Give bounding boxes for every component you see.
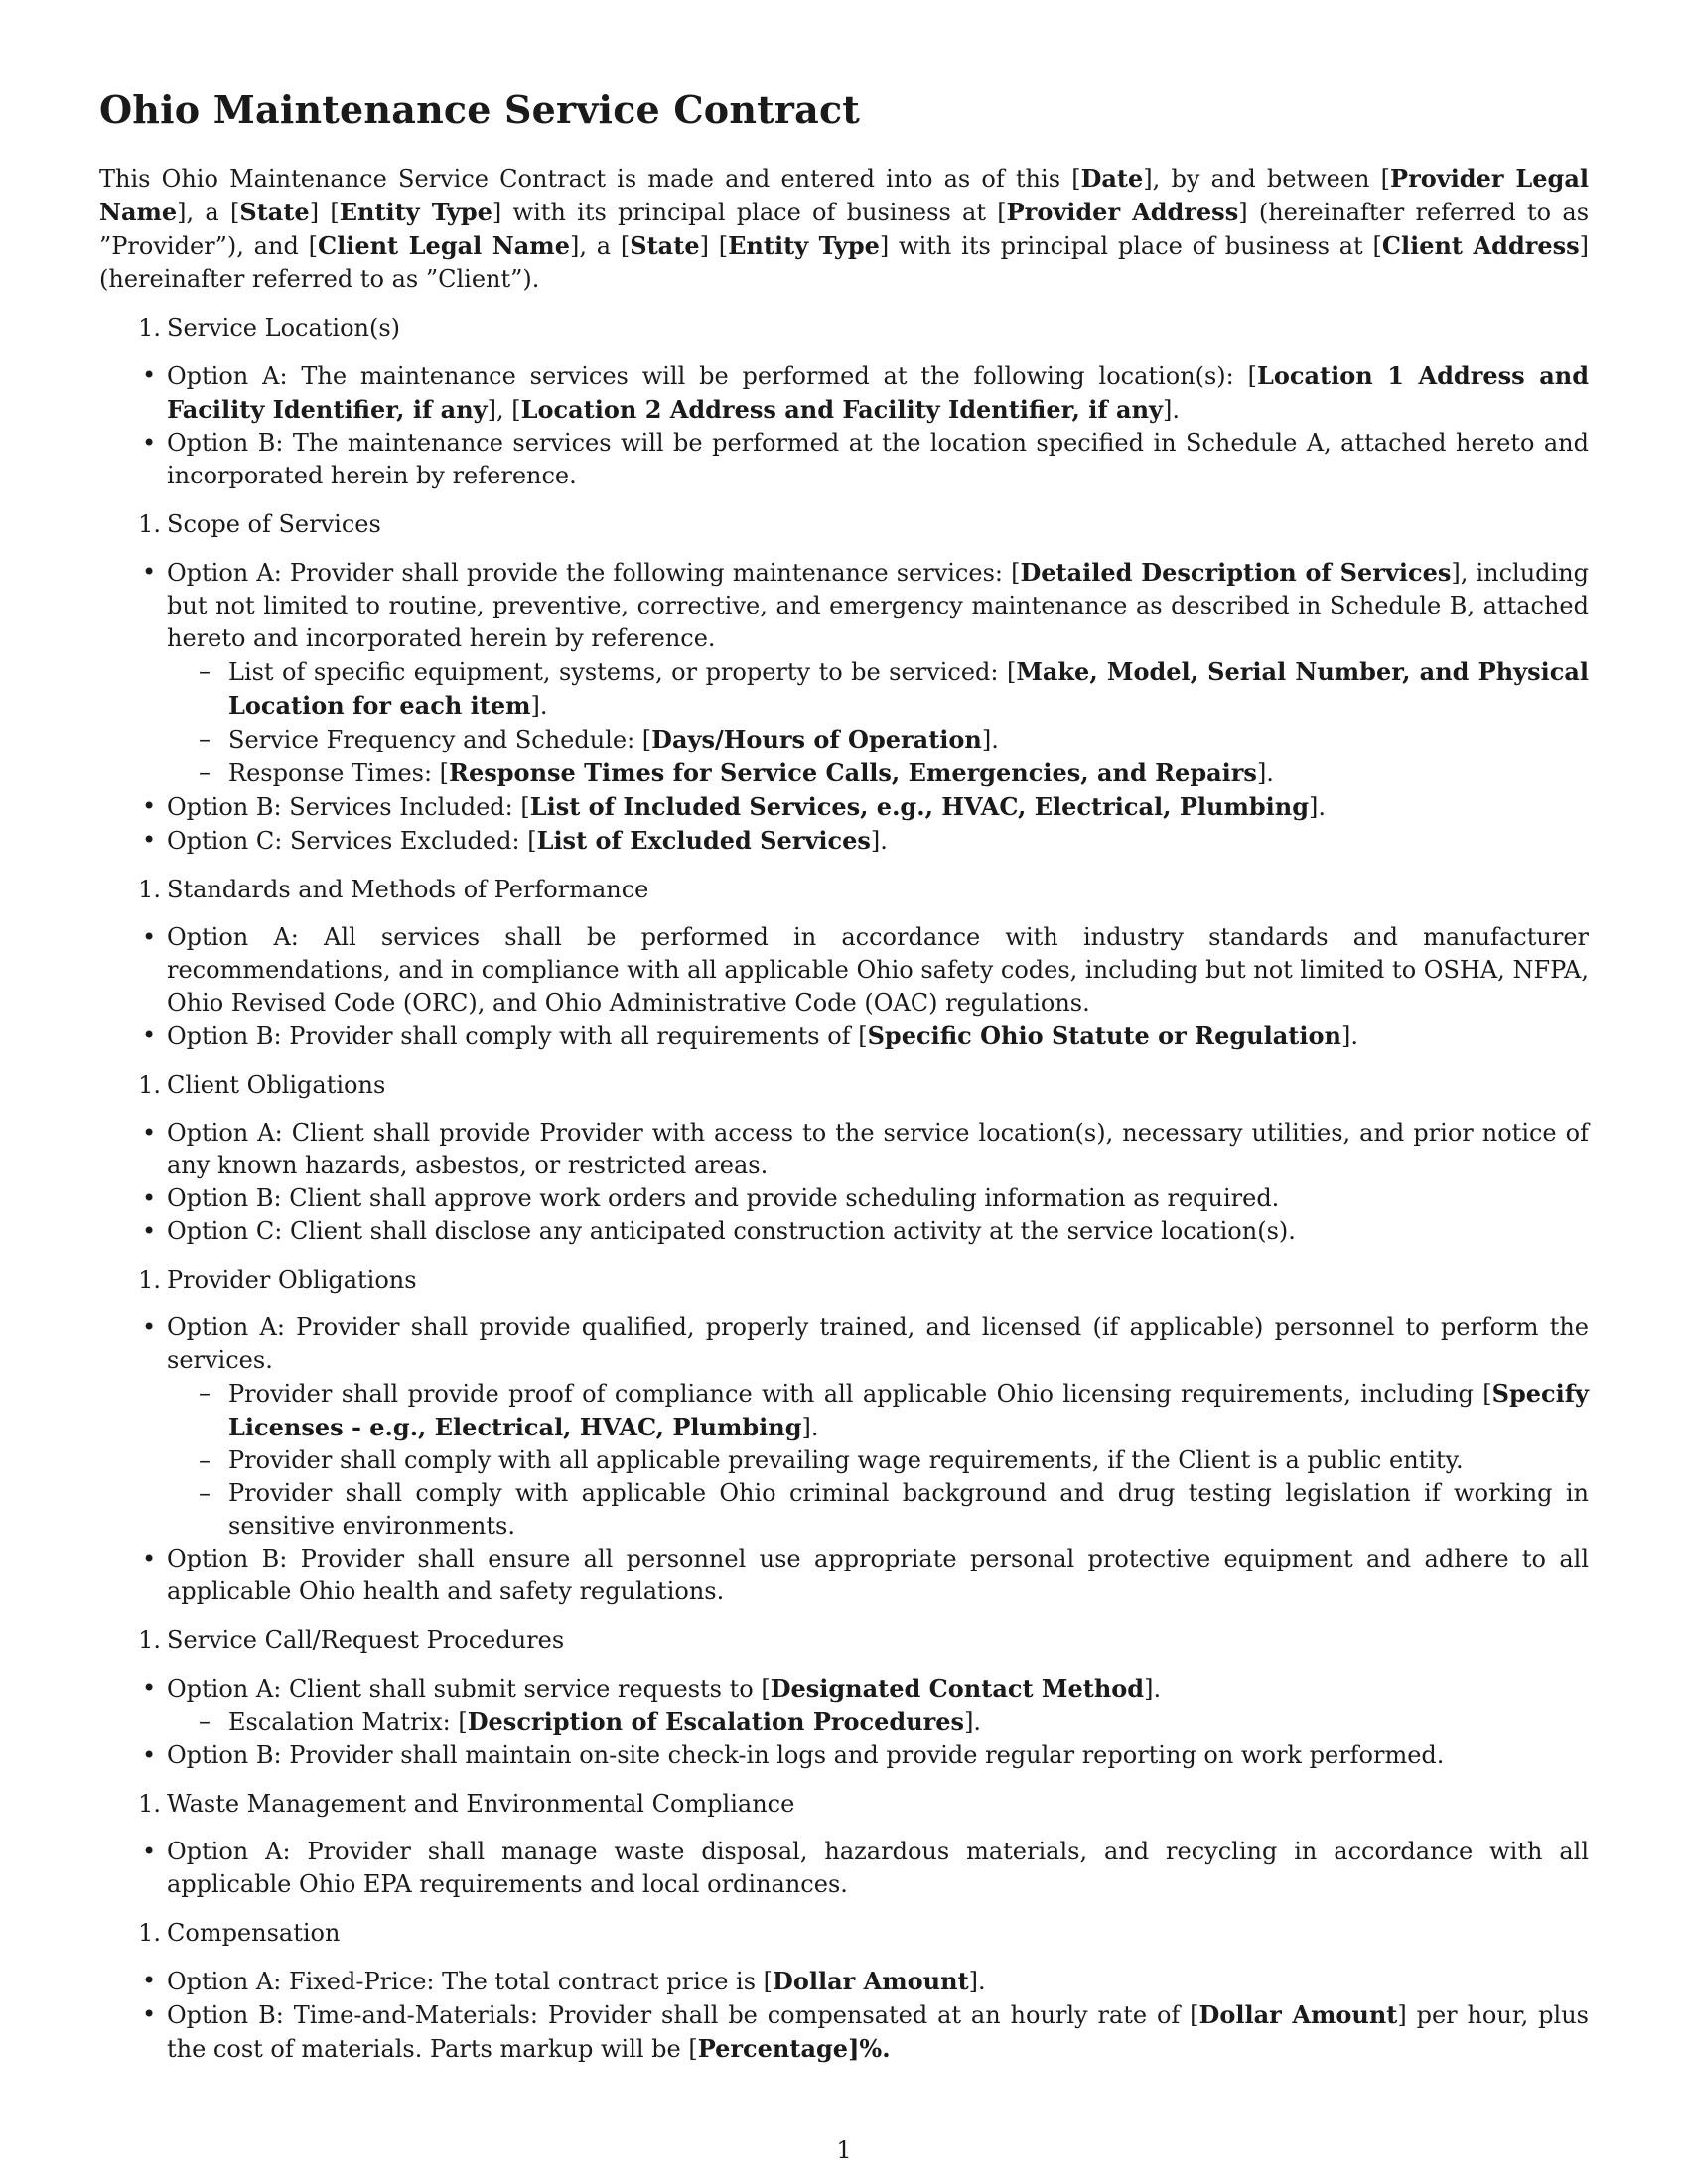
section-number: 1. xyxy=(138,510,161,538)
option-list xyxy=(99,556,1589,858)
section-heading-scope-of-services xyxy=(99,508,1589,541)
list-item: • Option B: The maintenance services will be performed at the location specified in Schedule A, attached hereto and incorporated herein by reference. xyxy=(99,427,1589,492)
placeholder-provider-address: Provider Address xyxy=(1006,198,1239,226)
item-text: ]%. xyxy=(848,2034,891,2063)
item-text: ]. xyxy=(981,726,999,753)
intro-text: ] with its principal place of business at [ xyxy=(879,232,1382,260)
placeholder-percentage: Percentage xyxy=(697,2034,849,2063)
intro-paragraph xyxy=(99,162,1589,296)
item-text: ]. xyxy=(530,692,548,720)
list-item xyxy=(99,359,1589,427)
intro-text: ] with its principal place of business at [ xyxy=(492,199,1007,226)
item-text: ]. xyxy=(968,1968,986,1995)
section-title: Service Location(s) xyxy=(167,314,401,341)
section-heading-client-obligations xyxy=(99,1069,1589,1102)
placeholder-statute: Specific Ohio Statute or Regulation xyxy=(867,1022,1341,1050)
item-text: Option C: Services Excluded: [ xyxy=(167,827,537,855)
item-text: ]. xyxy=(870,827,888,855)
sub-list-item: – Provider shall comply with all applicable prevailing wage requirements, if the Client is a public entity. xyxy=(167,1444,1589,1477)
list-item: • Option B: Provider shall ensure all personnel use appropriate personal protective equipment and adhere to all applicable Ohio health and safety regulations. xyxy=(99,1543,1589,1608)
list-item xyxy=(99,1672,1589,1739)
section-heading-service-call xyxy=(99,1624,1589,1657)
section-title: Client Obligations xyxy=(167,1071,386,1099)
option-list xyxy=(99,1965,1589,2066)
section-number: 1. xyxy=(138,1790,161,1818)
sub-list xyxy=(167,1377,1589,1543)
item-text: ]. xyxy=(1309,793,1326,821)
placeholder-services-description: Detailed Description of Services xyxy=(1020,558,1452,587)
list-item: • Option B: Client shall approve work orders and provide scheduling information as required. xyxy=(99,1182,1589,1215)
list-item xyxy=(99,556,1589,790)
placeholder-hourly-rate: Dollar Amount xyxy=(1198,2000,1398,2029)
option-list xyxy=(99,1117,1589,1248)
item-text: Option B: Services Included: [ xyxy=(167,793,530,821)
placeholder-escalation: Description of Escalation Procedures xyxy=(467,1707,965,1736)
intro-text: This Ohio Maintenance Service Contract is made and entered into as of this [ xyxy=(99,165,1081,193)
placeholder-excluded-services: List of Excluded Services xyxy=(536,826,871,855)
list-item: • Option A: Provider shall manage waste disposal, hazardous materials, and recycling in accordance with all applicable Ohio EPA requirements and local ordinances. xyxy=(99,1836,1589,1901)
item-text: Option A: Provider shall provide qualified, properly trained, and licensed (if applicable) personnel to perform the services. xyxy=(167,1313,1589,1374)
section-title: Scope of Services xyxy=(167,510,381,538)
placeholder-dollar-amount: Dollar Amount xyxy=(773,1967,969,1995)
intro-text: ], a [ xyxy=(177,199,240,226)
placeholder-included-services: List of Included Services, e.g., HVAC, Electrical, Plumbing xyxy=(529,792,1309,821)
item-text: Service Frequency and Schedule: [ xyxy=(228,726,652,753)
sub-list-item xyxy=(167,655,1589,723)
section-heading-waste-management xyxy=(99,1788,1589,1821)
placeholder-equipment: Make, Model, Serial Number, and Physical Location for each item xyxy=(228,657,1589,720)
item-text: ]. xyxy=(801,1414,819,1441)
page-number: 1 xyxy=(836,2136,852,2164)
section-title: Provider Obligations xyxy=(167,1266,417,1294)
option-list xyxy=(99,1311,1589,1608)
item-text: Option A: The maintenance services will be performed at the following location(s): [ xyxy=(167,362,1257,390)
page-title: Ohio Maintenance Service Contract xyxy=(99,87,861,132)
item-text: ]. xyxy=(1340,1023,1358,1050)
intro-text: ], by and between [ xyxy=(1143,165,1391,193)
list-item: • Option B: Provider shall maintain on-site check-in logs and provide regular reporting on work performed. xyxy=(99,1739,1589,1772)
placeholder-location-1: Location 1 Address and Facility Identifier, if any xyxy=(167,361,1590,424)
option-list xyxy=(99,921,1589,1053)
intro-text: ] (hereinafter referred to as ”Provider”), and [ xyxy=(99,199,1590,260)
list-item xyxy=(99,824,1589,858)
placeholder-provider-name: Provider Legal Name xyxy=(99,164,1590,226)
intro-text: ], a [ xyxy=(569,232,631,260)
placeholder-client-address: Client Address xyxy=(1381,231,1580,260)
section-heading-standards xyxy=(99,874,1589,906)
item-text: Response Times: [ xyxy=(228,759,450,787)
list-item xyxy=(99,1965,1589,1998)
section-number: 1. xyxy=(138,1071,161,1099)
section-number: 1. xyxy=(138,1626,161,1654)
item-text: Escalation Matrix: [ xyxy=(228,1708,468,1736)
item-text: ], including but not limited to routine, preventive, corrective, and emergency maintenance as described in Schedule B, attached hereto and incorporated herein by reference. xyxy=(167,559,1590,652)
item-text: ], [ xyxy=(487,396,521,424)
placeholder-entity-type: Entity Type xyxy=(339,198,492,226)
option-list xyxy=(99,1836,1589,1901)
section-number: 1. xyxy=(138,876,161,903)
item-text: Option A: Fixed-Price: The total contract price is [ xyxy=(167,1968,774,1995)
section-heading-service-location xyxy=(99,312,1589,344)
section-title: Standards and Methods of Performance xyxy=(167,876,649,903)
sub-list xyxy=(167,1706,1589,1739)
sub-list xyxy=(167,655,1589,790)
placeholder-location-2: Location 2 Address and Facility Identifier, if any xyxy=(520,395,1163,424)
intro-text: ] [ xyxy=(309,199,340,226)
item-text: Provider shall provide proof of compliance with all applicable Ohio licensing requirements, including [ xyxy=(228,1380,1492,1408)
list-item: • Option C: Client shall disclose any anticipated construction activity at the service location(s). xyxy=(99,1215,1589,1248)
placeholder-state: State xyxy=(239,198,310,226)
section-number: 1. xyxy=(138,1266,161,1294)
sub-list-item xyxy=(167,756,1589,790)
list-item xyxy=(99,1311,1589,1543)
list-item xyxy=(99,790,1589,824)
section-number: 1. xyxy=(138,314,161,341)
list-item: • Option A: All services shall be performed in accordance with industry standards and manufacturer recommendations, and in compliance with all applicable Ohio safety codes, including but not limited to OSHA, NFPA, Ohio Revised Code (ORC), and Ohio Administrative Code (OAC) regulations. xyxy=(99,921,1589,1020)
placeholder-client-name: Client Legal Name xyxy=(318,231,570,260)
item-text: Option B: Time-and-Materials: Provider shall be compensated at an hourly rate of [ xyxy=(167,2001,1199,2029)
list-item xyxy=(99,1020,1589,1053)
placeholder-date: Date xyxy=(1080,164,1144,193)
option-list xyxy=(99,1672,1589,1772)
sub-list-item xyxy=(167,723,1589,756)
item-text: Option A: Client shall submit service requests to [ xyxy=(167,1675,771,1703)
placeholder-contact-method: Designated Contact Method xyxy=(770,1674,1145,1703)
sub-list-item xyxy=(167,1706,1589,1739)
option-list xyxy=(99,359,1589,492)
sub-list-item xyxy=(167,1377,1589,1444)
list-item xyxy=(99,1998,1589,2066)
section-heading-provider-obligations xyxy=(99,1264,1589,1297)
contract-page xyxy=(99,87,1589,2066)
placeholder-response-times: Response Times for Service Calls, Emergencies, and Repairs xyxy=(449,758,1257,787)
item-text: ] per hour, plus the cost of materials. Parts markup will be [ xyxy=(167,2001,1589,2063)
item-text: ]. xyxy=(1162,396,1180,424)
placeholder-days-hours: Days/Hours of Operation xyxy=(651,725,982,753)
section-heading-compensation xyxy=(99,1917,1589,1950)
section-title: Compensation xyxy=(167,1919,341,1947)
item-text: List of specific equipment, systems, or property to be serviced: [ xyxy=(228,658,1017,686)
section-title: Service Call/Request Procedures xyxy=(167,1626,565,1654)
placeholder-state: State xyxy=(630,231,700,260)
placeholder-entity-type: Entity Type xyxy=(728,231,880,260)
intro-text: ] (hereinafter referred to as ”Client”). xyxy=(99,232,1590,293)
list-item: • Option A: Client shall provide Provider with access to the service location(s), necessary utilities, and prior notice of any known hazards, asbestos, or restricted areas. xyxy=(99,1117,1589,1182)
sub-list-item: – Provider shall comply with applicable Ohio criminal background and drug testing legislation if working in sensitive environments. xyxy=(167,1477,1589,1543)
section-title: Waste Management and Environmental Compliance xyxy=(167,1790,795,1818)
item-text: ]. xyxy=(1256,759,1274,787)
item-text: Option A: Provider shall provide the following maintenance services: [ xyxy=(167,559,1021,587)
intro-text: ] [ xyxy=(699,232,729,260)
placeholder-licenses: Specify Licenses - e.g., Electrical, HVAC, Plumbing xyxy=(228,1379,1589,1441)
item-text: ]. xyxy=(1144,1675,1162,1703)
item-text: Option B: Provider shall comply with all requirements of [ xyxy=(167,1023,868,1050)
section-number: 1. xyxy=(138,1919,161,1947)
item-text: ]. xyxy=(964,1708,982,1736)
